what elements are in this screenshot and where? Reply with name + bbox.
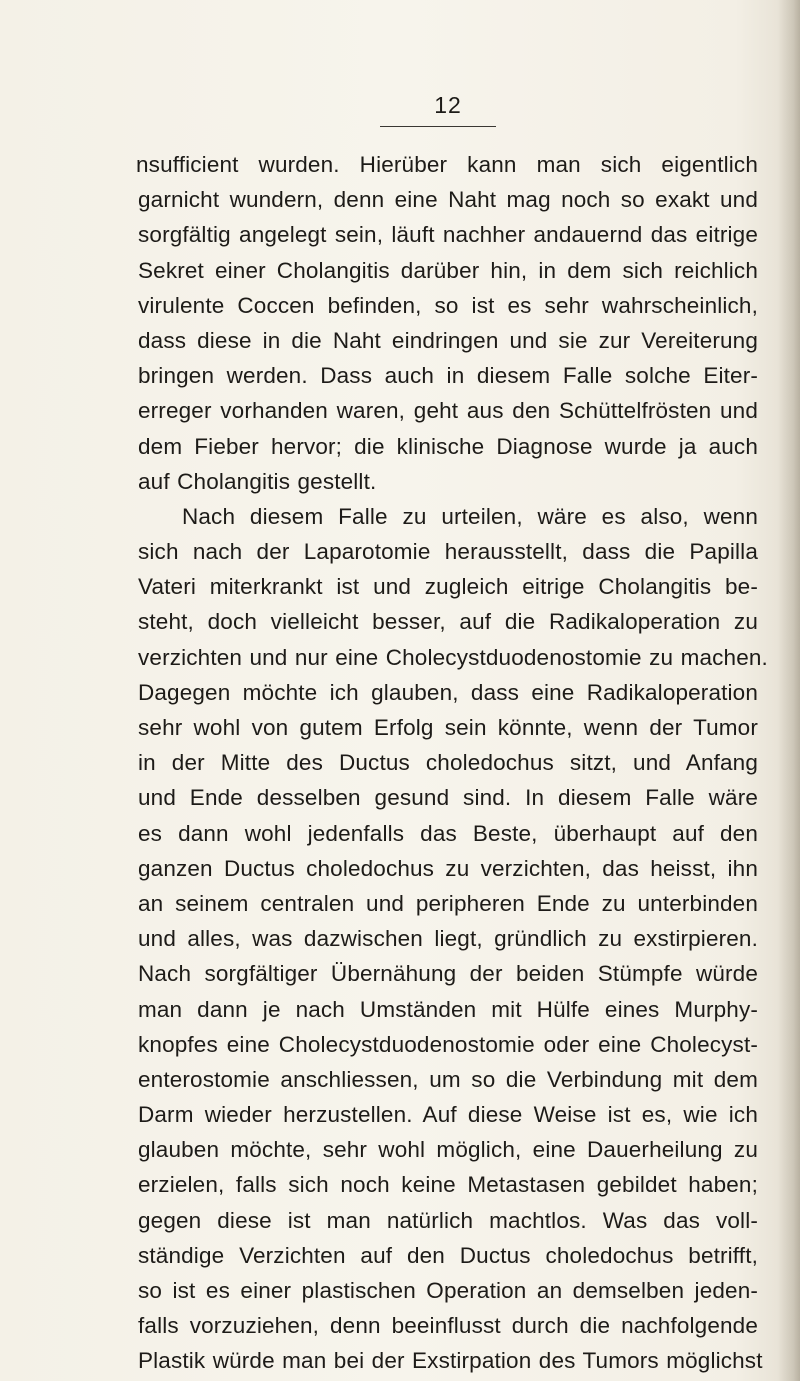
- text-line: verzichten und nur eine Cholecystduodenostomie zu machen.: [138, 644, 768, 670]
- text-line: erreger vorhanden waren, geht aus den Schüttelfrösten und: [138, 398, 758, 424]
- text-line: so ist es einer plastischen Operation an demselben jeden-: [138, 1278, 758, 1303]
- page-number: 12: [434, 92, 462, 118]
- text-line: an seinem centralen und peripheren Ende zu unterbinden: [138, 890, 758, 916]
- text-line: steht, doch vielleicht besser, auf die Radikaloperation zu: [138, 609, 758, 635]
- text-line: in der Mitte des Ductus choledochus sitzt, und Anfang: [138, 750, 758, 776]
- text-line: garnicht wundern, denn eine Naht mag noch so exakt und: [138, 187, 758, 213]
- text-line: erzielen, falls sich noch keine Metastasen gebildet haben;: [138, 1172, 758, 1198]
- text-line: enterostomie anschliessen, um so die Verbindung mit dem: [138, 1066, 758, 1092]
- text-line: Sekret einer Cholangitis darüber hin, in dem sich reichlich: [138, 257, 758, 283]
- text-line: Plastik würde man bei der Exstirpation des Tumors möglichst: [138, 1348, 763, 1374]
- text-line: dem Fieber hervor; die klinische Diagnose wurde ja auch: [138, 433, 758, 459]
- page-number-rule: [380, 126, 496, 127]
- text-line: Vateri miterkrankt ist und zugleich eitrige Cholangitis be-: [138, 574, 758, 600]
- text-line: und alles, was dazwischen liegt, gründlich zu exstirpieren.: [138, 926, 758, 952]
- text-line: sich nach der Laparotomie herausstellt, dass die Papilla: [138, 539, 758, 565]
- text-line: Dagegen möchte ich glauben, dass eine Radikaloperation: [138, 679, 758, 705]
- text-line: glauben möchte, sehr wohl möglich, eine Dauerheilung zu: [138, 1137, 758, 1163]
- text-line: es dann wohl jedenfalls das Beste, überhaupt auf den: [138, 820, 758, 846]
- text-line: ganzen Ductus choledochus zu verzichten, das heisst, ihn: [138, 855, 758, 881]
- body-text: [136, 147, 768, 1379]
- text-line: sorgfältig angelegt sein, läuft nachher andauernd das eitrige: [138, 222, 758, 248]
- text-line: virulente Coccen befinden, so ist es sehr wahrscheinlich,: [138, 292, 758, 318]
- page-edge-shadow: [778, 0, 800, 1381]
- text-line: dass diese in die Naht eindringen und sie zur Vereiterung: [138, 327, 758, 353]
- text-line: bringen werden. Dass auch in diesem Falle solche Eiter-: [138, 363, 758, 389]
- text-line: auf Cholangitis gestellt.: [138, 468, 377, 494]
- text-line: ständige Verzichten auf den Ductus choledochus betrifft,: [138, 1242, 758, 1268]
- text-line: knopfes eine Cholecystduodenostomie oder eine Cholecyst-: [138, 1031, 758, 1057]
- text-line: gegen diese ist man natürlich machtlos. Was das voll-: [138, 1207, 758, 1233]
- text-line: falls vorzuziehen, denn beeinflusst durch die nachfolgende: [138, 1313, 758, 1339]
- text-line: sehr wohl von gutem Erfolg sein könnte, wenn der Tumor: [138, 715, 758, 740]
- text-line: Nach sorgfältiger Übernähung der beiden Stümpfe würde: [138, 961, 758, 987]
- text-line: und Ende desselben gesund sind. In diesem Falle wäre: [138, 785, 758, 811]
- text-line: man dann je nach Umständen mit Hülfe eines Murphy-: [138, 996, 758, 1022]
- text-line: Nach diesem Falle zu urteilen, wäre es also, wenn: [182, 503, 758, 529]
- text-line: Darm wieder herzustellen. Auf diese Weise ist es, wie ich: [138, 1102, 758, 1128]
- text-line: nsufficient wurden. Hierüber kann man sich eigentlich: [136, 152, 758, 177]
